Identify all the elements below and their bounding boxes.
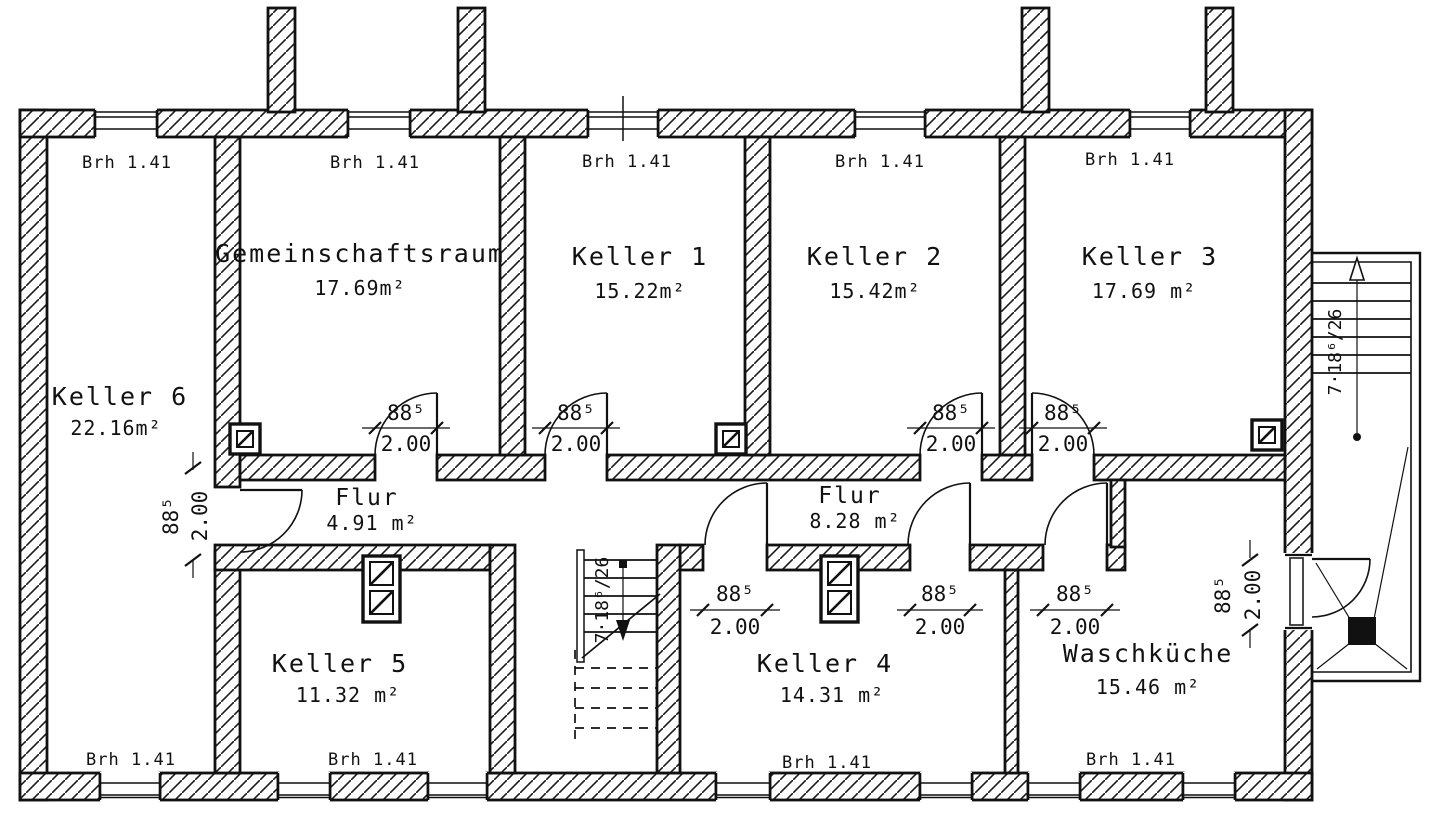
- window: [920, 772, 972, 801]
- svg-text:88⁵: 88⁵: [921, 582, 959, 606]
- svg-text:Keller 1: Keller 1: [571, 242, 709, 271]
- svg-text:17.69m²: 17.69m²: [314, 276, 406, 300]
- interior-stair: [575, 550, 660, 740]
- svg-text:4.91 m²: 4.91 m²: [326, 511, 418, 535]
- svg-text:88⁵: 88⁵: [716, 582, 754, 606]
- window: [348, 109, 410, 139]
- window: [716, 772, 770, 801]
- parapet-label: Brh 1.41: [1085, 150, 1175, 170]
- exterior-stairwell: [1312, 253, 1420, 681]
- parapet-label: Brh 1.41: [782, 753, 872, 773]
- svg-text:2.00: 2.00: [925, 432, 977, 456]
- svg-text:2.00: 2.00: [380, 432, 432, 456]
- svg-text:2.00: 2.00: [709, 615, 761, 639]
- flue-icon: [1252, 420, 1282, 450]
- svg-text:88⁵: 88⁵: [1211, 576, 1235, 614]
- svg-text:22.16m²: 22.16m²: [70, 416, 162, 440]
- room-keller5: [272, 649, 418, 770]
- svg-text:88⁵: 88⁵: [1056, 582, 1094, 606]
- parapet-label: Brh 1.41: [86, 750, 176, 770]
- dimension: [690, 582, 780, 639]
- svg-text:2.00: 2.00: [1049, 615, 1101, 639]
- window: [588, 96, 658, 141]
- window: [1130, 109, 1190, 139]
- parapet-label: Brh 1.41: [82, 153, 172, 173]
- hallway-flur-west: [326, 485, 417, 535]
- window: [1028, 772, 1080, 801]
- room-gemeinschaftsraum: [215, 153, 505, 300]
- room-keller1: [572, 152, 708, 303]
- window: [100, 772, 160, 801]
- room-keller4: [757, 649, 893, 773]
- window: [1183, 772, 1235, 801]
- parapet-label: Brh 1.41: [330, 153, 420, 173]
- room-keller2: [807, 152, 943, 303]
- parapet-label: Brh 1.41: [582, 152, 672, 172]
- svg-text:Flur: Flur: [335, 485, 399, 511]
- svg-text:Keller 3: Keller 3: [1081, 242, 1219, 271]
- svg-text:Flur: Flur: [818, 483, 882, 509]
- svg-text:88⁵: 88⁵: [159, 497, 183, 535]
- svg-text:2.00: 2.00: [914, 615, 966, 639]
- window: [855, 109, 925, 139]
- svg-text:Keller 6: Keller 6: [51, 382, 189, 411]
- window: [278, 772, 330, 801]
- svg-text:2.00: 2.00: [550, 432, 602, 456]
- dimension: [897, 582, 983, 639]
- door-keller6: [240, 490, 302, 552]
- room-waschkueche: [1063, 639, 1234, 770]
- svg-text:11.32 m²: 11.32 m²: [295, 683, 401, 707]
- parapet-label: Brh 1.41: [328, 750, 418, 770]
- room-keller3: [1082, 150, 1218, 303]
- svg-text:Keller 4: Keller 4: [756, 649, 894, 678]
- svg-text:Keller 5: Keller 5: [271, 649, 409, 678]
- parapet-label: Brh 1.41: [1086, 750, 1176, 770]
- stair-label: 7·18⁶/26: [1325, 308, 1346, 396]
- stair-label: 7·18⁶/26: [592, 556, 613, 644]
- flue-icon: [716, 424, 746, 454]
- room-keller6: [52, 153, 188, 770]
- dimension: [159, 452, 212, 578]
- window: [95, 109, 157, 139]
- svg-text:15.42m²: 15.42m²: [829, 279, 921, 303]
- door-keller4-b: [908, 483, 970, 545]
- svg-text:17.69 m²: 17.69 m²: [1091, 279, 1197, 303]
- dimension: [1211, 540, 1265, 648]
- svg-text:2.00: 2.00: [1241, 569, 1265, 621]
- flue-icon-double: [363, 556, 400, 622]
- svg-text:88⁵: 88⁵: [557, 401, 595, 425]
- flue-icon-double: [821, 556, 858, 622]
- svg-text:15.22m²: 15.22m²: [594, 279, 686, 303]
- svg-text:Waschküche: Waschküche: [1062, 639, 1234, 668]
- svg-text:88⁵: 88⁵: [932, 401, 970, 425]
- svg-text:Gemeinschaftsraum: Gemeinschaftsraum: [215, 239, 505, 268]
- svg-text:2.00: 2.00: [1037, 432, 1089, 456]
- door-dimensions: [159, 401, 1265, 648]
- door-keller4-a: [705, 483, 767, 545]
- svg-text:2.00: 2.00: [188, 490, 212, 542]
- svg-text:88⁵: 88⁵: [1044, 401, 1082, 425]
- door-waschkueche: [1045, 483, 1107, 545]
- dimension: [1030, 582, 1120, 639]
- svg-text:15.46 m²: 15.46 m²: [1095, 675, 1201, 699]
- flue-icon: [230, 424, 260, 454]
- window: [428, 772, 487, 801]
- hallway-flur-east: [809, 483, 900, 533]
- svg-text:8.28 m²: 8.28 m²: [809, 509, 901, 533]
- chimney-projections: [268, 8, 1233, 112]
- svg-text:Keller 2: Keller 2: [806, 242, 944, 271]
- parapet-label: Brh 1.41: [835, 152, 925, 172]
- svg-text:88⁵: 88⁵: [387, 401, 425, 425]
- svg-text:14.31 m²: 14.31 m²: [779, 683, 885, 707]
